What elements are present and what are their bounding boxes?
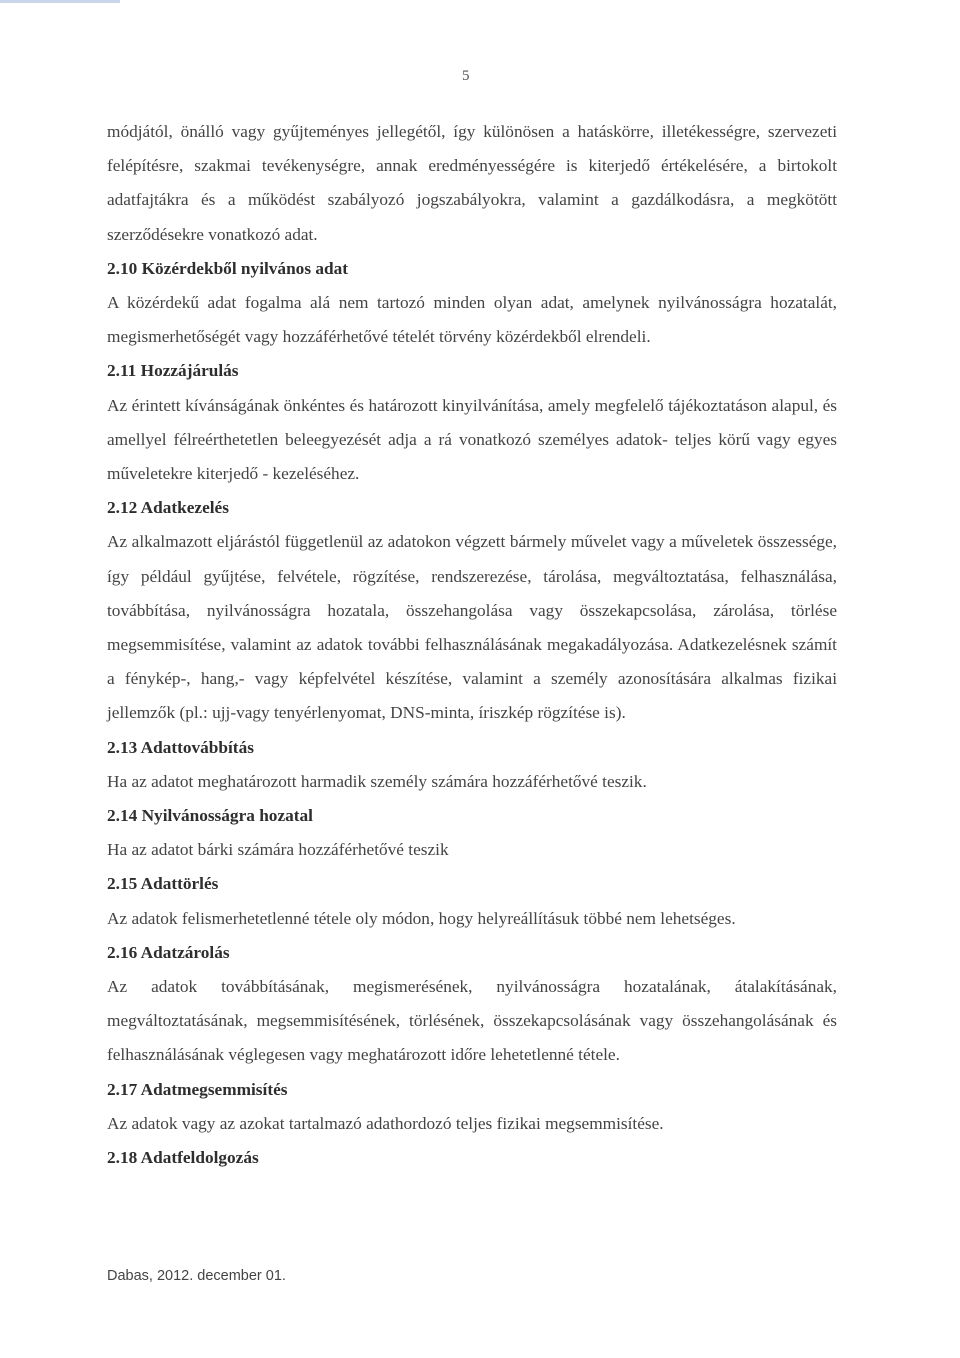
section-heading: [107, 799, 837, 833]
section-body: A közérdekű adat fogalma alá nem tartozó minden olyan adat, amelynek nyilvánosságra hozatalát, megismerhetőségét vagy hozzáférhetővé tételét törvény közérdekből elrendeli.: [107, 293, 837, 347]
section-number: 2.18: [107, 1148, 138, 1168]
section-2-10: [107, 252, 837, 355]
section-body: Az alkalmazott eljárástól függetlenül az adatokon végzett bármely művelet vagy a műveletek összessége, így például gyűjtése, felvétele, rögzítése, rendszerezése, tárolása, megváltoztatása, felhasználása, továbbítása, nyilvánosságra hozatala, összehangolása vagy összekapcsolása, zárolása, törlése megsemmisítése, valamint az adatok további felhasználásának megakadályozása. Adatkezelésnek számít a fénykép-, hang,- vagy képfelvétel készítése, valamint a személy azonosítására alkalmas fizikai jellemzők (pl.: ujj-vagy tenyérlenyomat, DNS-minta, íriszkép rögzítése is).: [107, 532, 837, 723]
section-2-12: [107, 491, 837, 730]
section-2-17: [107, 1073, 837, 1141]
page-content: [107, 115, 837, 1175]
section-2-13: [107, 731, 837, 799]
top-edge-rule: [0, 0, 120, 3]
section-title: Adatkezelés: [140, 498, 229, 518]
section-heading: [107, 252, 837, 286]
section-body: Az adatok vagy az azokat tartalmazó adathordozó teljes fizikai megsemmisítése.: [107, 1113, 664, 1133]
section-title: Adatzárolás: [140, 942, 230, 962]
page-number: 5: [462, 68, 470, 84]
section-title: Adattovábbítás: [140, 737, 254, 757]
section-title: Adatmegsemmisítés: [140, 1079, 288, 1099]
section-body: Ha az adatot meghatározott harmadik személy számára hozzáférhetővé teszik.: [107, 771, 647, 791]
section-2-18: [107, 1141, 837, 1175]
section-body: Az érintett kívánságának önkéntes és határozott kinyilvánítása, amely megfelelő tájékoztatáson alapul, és amellyel félreérthetetlen beleegyezését adja a rá vonatkozó személyes adatok- teljes körű vagy egyes műveletekre kiterjedő - kezeléséhez.: [107, 395, 837, 484]
footer-place-date: Dabas, 2012. december 01.: [107, 1268, 286, 1284]
section-heading: [107, 867, 837, 901]
section-heading: [107, 1073, 837, 1107]
section-number: 2.10: [107, 258, 138, 278]
section-number: 2.17: [107, 1079, 138, 1099]
intro-paragraph: módjától, önálló vagy gyűjteményes jellegétől, így különösen a hatáskörre, illetékességre, szervezeti felépítésre, szakmai tevékenységre, annak eredményességére is kiterjedő értékelésére, a birtokolt adatfajtákra és a működést szabályozó jogszabályokra, valamint a gazdálkodásra, a megkötött szerződésekre vonatkozó adat.: [107, 122, 837, 244]
section-title: Adattörlés: [140, 874, 219, 894]
section-number: 2.16: [107, 942, 138, 962]
section-number: 2.12: [107, 498, 138, 518]
section-number: 2.13: [107, 737, 138, 757]
section-title: Hozzájárulás: [140, 361, 239, 381]
section-title: Nyilvánosságra hozatal: [141, 806, 313, 826]
section-number: 2.14: [107, 806, 138, 826]
section-body: Ha az adatot bárki számára hozzáférhetővé teszik: [107, 840, 449, 860]
section-heading: [107, 491, 837, 525]
section-heading: [107, 354, 837, 388]
section-heading: [107, 731, 837, 765]
section-body: Az adatok felismerhetetlenné tétele oly módon, hogy helyreállításuk többé nem lehetséges.: [107, 908, 736, 928]
section-number: 2.15: [107, 874, 138, 894]
section-heading: [107, 1141, 837, 1175]
section-2-11: [107, 354, 837, 491]
section-2-16: [107, 936, 837, 1073]
section-title: Közérdekből nyilvános adat: [141, 258, 349, 278]
section-body: Az adatok továbbításának, megismerésének, nyilvánosságra hozatalának, átalakításának, megváltoztatásának, megsemmisítésének, törlésének, összekapcsolásának vagy összehangolásának és felhasználásának véglegesen vagy meghatározott időre lehetetlenné tétele.: [107, 977, 837, 1065]
section-title: Adatfeldolgozás: [140, 1148, 259, 1168]
section-2-14: [107, 799, 837, 867]
section-2-15: [107, 867, 837, 935]
section-heading: [107, 936, 837, 970]
section-number: 2.11: [107, 361, 137, 381]
